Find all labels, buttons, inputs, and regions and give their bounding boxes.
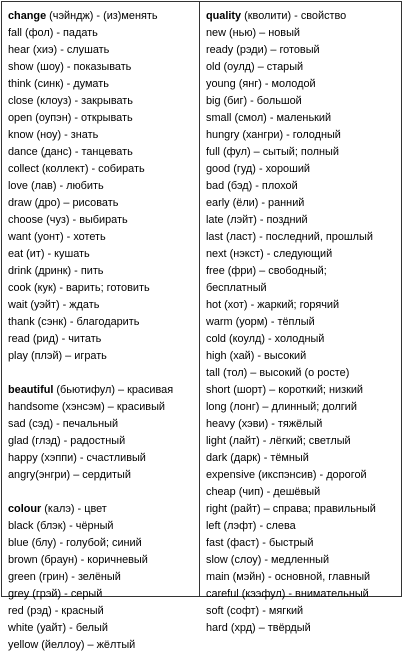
vocab-entry: hungry (хангри) - голодный bbox=[206, 129, 341, 141]
vocab-entry: glad (глэд) - радостный bbox=[8, 435, 126, 447]
heading-word: change bbox=[8, 10, 47, 22]
vocab-entry: last (ласт) - последний, прошлый bbox=[206, 231, 373, 243]
vocab-entry: right (райт) – справа; правильный bbox=[206, 503, 376, 515]
vocab-entry: bad (бэд) - плохой bbox=[206, 180, 298, 192]
vocab-entry: slow (слоу) - медленный bbox=[206, 554, 330, 566]
vocab-entry: big (биг) - большой bbox=[206, 95, 302, 107]
vocab-entry: light (лайт) - лёгкий; светлый bbox=[206, 435, 351, 447]
vocab-entry: next (нэкст) - следующий bbox=[206, 248, 333, 260]
heading-beautiful bbox=[8, 382, 199, 399]
vocab-entry: fall (фол) - падать bbox=[8, 27, 98, 39]
vocab-entry: short (шорт) – короткий; низкий bbox=[206, 384, 364, 396]
heading-word: quality bbox=[206, 10, 242, 22]
vocab-entry: heavy (хэви) - тяжёлый bbox=[206, 418, 323, 430]
vocab-entry: white (уайт) - белый bbox=[8, 622, 108, 634]
vocab-entry: thank (сэнк) - благодарить bbox=[8, 316, 140, 328]
vocab-entry: think (синк) - думать bbox=[8, 78, 109, 90]
vocabulary-table bbox=[1, 1, 402, 651]
vocab-entry: choose (чуз) - выбирать bbox=[8, 214, 128, 226]
vocab-entry: angry(энгри) – сердитый bbox=[8, 469, 131, 481]
vocab-entry: love (лав) - любить bbox=[8, 180, 104, 192]
vocab-entry: cheap (чип) - дешёвый bbox=[206, 486, 321, 498]
vocab-entry: happy (хэппи) - счастливый bbox=[8, 452, 146, 464]
vocab-entry: brown (браун) - коричневый bbox=[8, 554, 148, 566]
vocab-entry: dark (дарк) - тёмный bbox=[206, 452, 309, 464]
heading-rest: (калэ) - цвет bbox=[41, 503, 107, 515]
vocab-entry: cold (коулд) - холодный bbox=[206, 333, 325, 345]
heading-colour bbox=[8, 501, 199, 518]
vocab-entry: show (шоу) - показывать bbox=[8, 61, 132, 73]
vocab-entry: ready (рэди) – готовый bbox=[206, 44, 320, 56]
vocab-entry: cook (кук) - варить; готовить bbox=[8, 282, 150, 294]
vocab-entry: left (лэфт) - слева bbox=[206, 520, 296, 532]
left-column bbox=[2, 2, 200, 651]
vocab-entry: warm (уорм) - тёплый bbox=[206, 316, 315, 328]
vocab-entry: black (блэк) - чёрный bbox=[8, 520, 114, 532]
vocab-entry: careful (кээфул) - внимательный bbox=[206, 588, 369, 600]
heading-word: beautiful bbox=[8, 384, 54, 396]
vocab-entry-continuation: бесплатный bbox=[206, 282, 267, 294]
vocab-entry: young (янг) - молодой bbox=[206, 78, 316, 90]
vocab-entry: blue (блу) - голубой; синий bbox=[8, 537, 142, 549]
vocab-entry: sad (сэд) - печальный bbox=[8, 418, 119, 430]
vocab-entry: play (плэй) – играть bbox=[8, 350, 107, 362]
vocab-entry: free (фри) – свободный; bbox=[206, 265, 327, 277]
vocab-entry: high (хай) - высокий bbox=[206, 350, 307, 362]
vocab-entry: main (мэйн) - основной, главный bbox=[206, 571, 371, 583]
vocab-entry: green (грин) - зелёный bbox=[8, 571, 121, 583]
vocab-entry: close (клоуз) - закрывать bbox=[8, 95, 133, 107]
vocab-entry: new (нью) – новый bbox=[206, 27, 300, 39]
vocab-entry: grey (грэй) - серый bbox=[8, 588, 103, 600]
vocab-entry: read (рид) - читать bbox=[8, 333, 102, 345]
vocab-entry: late (лэйт) - поздний bbox=[206, 214, 308, 226]
vocab-entry: yellow (йеллоу) – жёлтый bbox=[8, 639, 136, 651]
vocab-entry: open (оупэн) - открывать bbox=[8, 112, 133, 124]
vocab-entry: eat (ит) - кушать bbox=[8, 248, 90, 260]
vocab-entry: dance (данс) - танцевать bbox=[8, 146, 133, 158]
vocab-entry: draw (дро) – рисовать bbox=[8, 197, 119, 209]
vocab-entry: wait (уэйт) - ждать bbox=[8, 299, 100, 311]
vocab-entry: want (уонт) - хотеть bbox=[8, 231, 106, 243]
heading-rest: (бьютифул) – красивая bbox=[53, 384, 174, 396]
vocab-entry: know (ноу) - знать bbox=[8, 129, 99, 141]
vocab-entry: hard (хрд) – твёрдый bbox=[206, 622, 311, 634]
section-spacer bbox=[8, 365, 199, 382]
heading-change bbox=[8, 8, 199, 25]
vocab-entry: hot (хот) - жаркий; горячий bbox=[206, 299, 340, 311]
vocab-entry: fast (фаст) - быстрый bbox=[206, 537, 314, 549]
vocab-entry: full (фул) – сытый; полный bbox=[206, 146, 339, 158]
vocab-entry: tall (тол) – высокий (о росте) bbox=[206, 367, 350, 379]
right-column bbox=[200, 2, 401, 634]
vocab-entry: drink (дринк) - пить bbox=[8, 265, 104, 277]
heading-quality bbox=[206, 8, 401, 25]
vocab-entry: soft (софт) - мягкий bbox=[206, 605, 304, 617]
heading-rest: (кволити) - свойство bbox=[241, 10, 347, 22]
vocab-entry: expensive (икспэнсив) - дорогой bbox=[206, 469, 367, 481]
vocab-entry: hear (хиэ) - слушать bbox=[8, 44, 110, 56]
vocab-entry: small (смол) - маленький bbox=[206, 112, 332, 124]
vocab-entry: good (гуд) - хороший bbox=[206, 163, 310, 175]
section-spacer bbox=[8, 484, 199, 501]
vocab-entry: early (ёли) - ранний bbox=[206, 197, 305, 209]
heading-word: colour bbox=[8, 503, 42, 515]
vocab-entry: red (рэд) - красный bbox=[8, 605, 104, 617]
vocab-entry: handsome (хэнсэм) – красивый bbox=[8, 401, 165, 413]
vocab-entry: collect (коллект) - собирать bbox=[8, 163, 145, 175]
heading-rest: (чэйндж) - (из)менять bbox=[46, 10, 158, 22]
vocab-entry: long (лонг) – длинный; долгий bbox=[206, 401, 357, 413]
vocab-entry: old (оулд) – старый bbox=[206, 61, 304, 73]
